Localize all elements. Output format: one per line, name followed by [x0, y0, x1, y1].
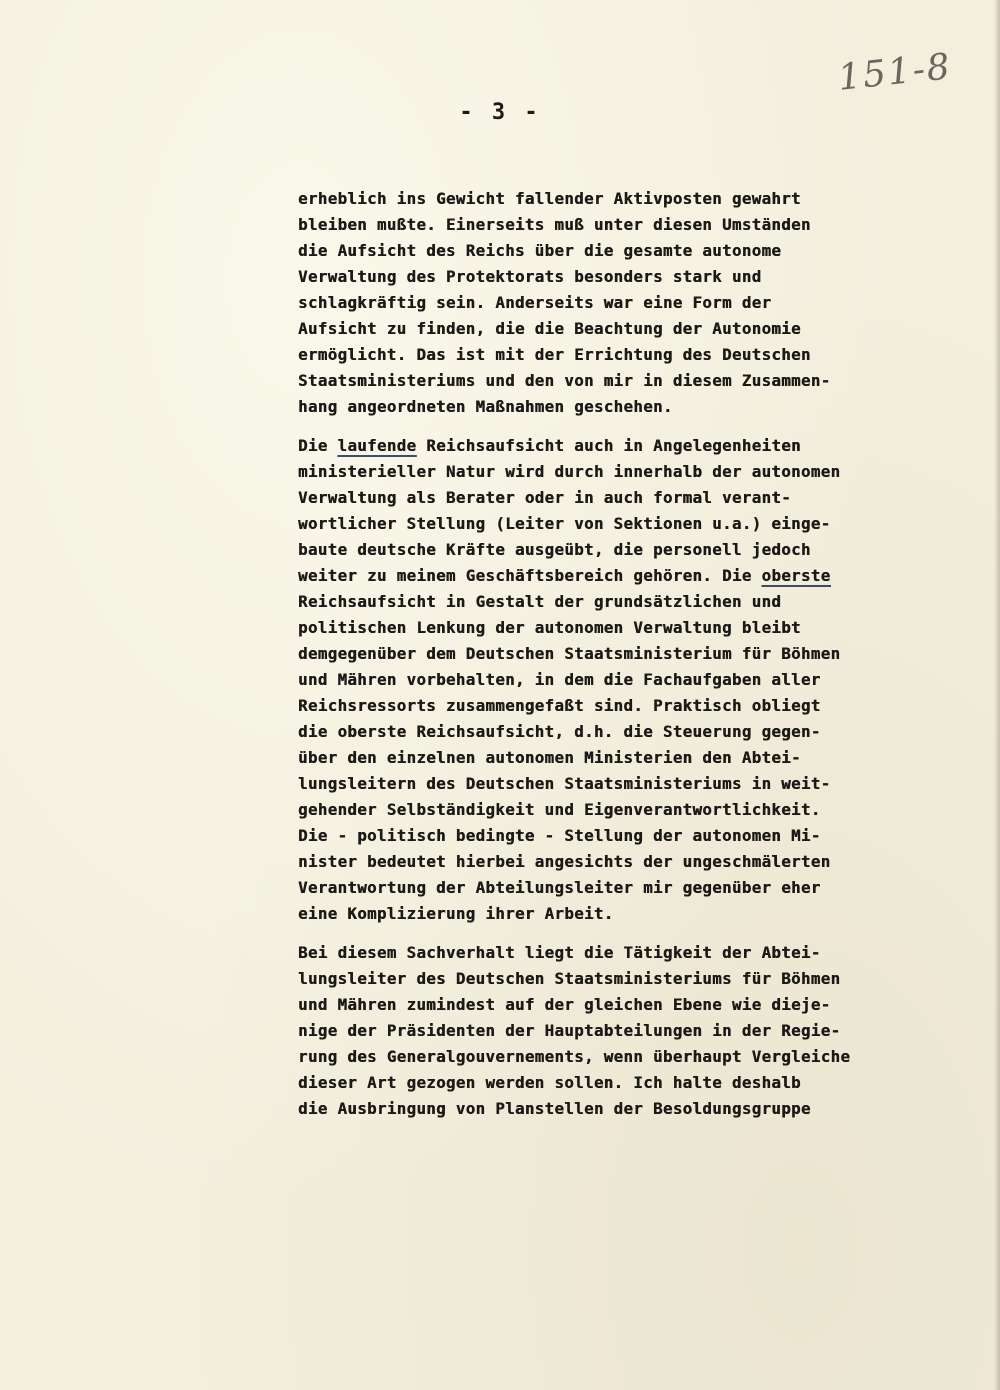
text-line [298, 264, 968, 290]
text-line [298, 719, 968, 745]
page-number: - 3 - [459, 100, 541, 125]
text-line [298, 992, 968, 1018]
text-segment: die Aufsicht des Reichs über die gesamte autonome [298, 241, 782, 260]
text-line [298, 1096, 968, 1122]
text-segment: nister bedeutet hierbei angesichts der ungeschmälerten [298, 852, 831, 871]
text-line [298, 485, 968, 511]
underlined-word: oberste [761, 566, 831, 585]
text-line [298, 940, 968, 966]
text-line [298, 823, 968, 849]
text-line [298, 1044, 968, 1070]
text-segment: lungsleiter des Deutschen Staatsministeriums für Böhmen [298, 969, 841, 988]
text-line [298, 511, 968, 537]
text-segment: demgegenüber dem Deutschen Staatsministerium für Böhmen [298, 644, 841, 663]
text-segment: gehender Selbständigkeit und Eigenverantwortlichkeit. [298, 800, 821, 819]
text-line [298, 589, 968, 615]
paragraph [298, 186, 968, 420]
text-segment: Reichsaufsicht auch in Angelegenheiten [416, 436, 801, 455]
text-segment: Staatsministeriums und den von mir in diesem Zusammen- [298, 371, 831, 390]
text-line [298, 368, 968, 394]
text-segment: die oberste Reichsaufsicht, d.h. die Steuerung gegen- [298, 722, 821, 741]
text-line [298, 459, 968, 485]
text-segment: Verwaltung des Protektorats besonders stark und [298, 267, 762, 286]
text-segment: und Mähren zumindest auf der gleichen Ebene wie dieje- [298, 995, 831, 1014]
text-segment: nige der Präsidenten der Hauptabteilungen in der Regie- [298, 1021, 841, 1040]
text-segment: lungsleitern des Deutschen Staatsministeriums in weit- [298, 774, 831, 793]
handwritten-archive-number: 151-8 [836, 46, 954, 99]
text-segment: weiter zu meinem Geschäftsbereich gehören. Die [298, 566, 762, 585]
text-segment: erheblich ins Gewicht fallender Aktivposten gewahrt [298, 189, 801, 208]
text-line [298, 901, 968, 927]
text-line [298, 537, 968, 563]
paragraph [298, 940, 968, 1122]
text-line [298, 394, 968, 420]
text-segment: Bei diesem Sachverhalt liegt die Tätigkeit der Abtei- [298, 943, 821, 962]
text-segment: Reichsressorts zusammengefaßt sind. Praktisch obliegt [298, 696, 821, 715]
typewritten-body [298, 186, 968, 1135]
text-line [298, 797, 968, 823]
text-segment: ermöglicht. Das ist mit der Errichtung des Deutschen [298, 345, 811, 364]
text-segment: Die [298, 436, 338, 455]
text-segment: Die - politisch bedingte - Stellung der autonomen Mi- [298, 826, 821, 845]
underlined-word: laufende [337, 436, 417, 455]
page-edge-shadow [994, 0, 1000, 1390]
paragraph [298, 433, 968, 927]
text-segment: Aufsicht zu finden, die die Beachtung der Autonomie [298, 319, 801, 338]
text-segment: rung des Generalgouvernements, wenn überhaupt Vergleiche [298, 1047, 851, 1066]
text-line [298, 966, 968, 992]
text-segment: und Mähren vorbehalten, in dem die Fachaufgaben aller [298, 670, 821, 689]
text-segment: Verantwortung der Abteilungsleiter mir gegenüber eher [298, 878, 821, 897]
text-segment: Verwaltung als Berater oder in auch formal verant- [298, 488, 792, 507]
text-line [298, 771, 968, 797]
text-line [298, 433, 968, 459]
text-segment: Reichsaufsicht in Gestalt der grundsätzlichen und [298, 592, 782, 611]
text-segment: schlagkräftig sein. Anderseits war eine Form der [298, 293, 772, 312]
text-segment: politischen Lenkung der autonomen Verwaltung bleibt [298, 618, 801, 637]
text-line [298, 693, 968, 719]
text-line [298, 615, 968, 641]
text-line [298, 238, 968, 264]
text-segment: wortlicher Stellung (Leiter von Sektionen u.a.) einge- [298, 514, 831, 533]
text-line [298, 641, 968, 667]
text-segment: bleiben mußte. Einerseits muß unter diesen Umständen [298, 215, 811, 234]
text-line [298, 290, 968, 316]
text-segment: ministerieller Natur wird durch innerhalb der autonomen [298, 462, 841, 481]
text-line [298, 875, 968, 901]
text-segment: baute deutsche Kräfte ausgeübt, die personell jedoch [298, 540, 811, 559]
text-line [298, 1018, 968, 1044]
text-segment: die Ausbringung von Planstellen der Besoldungsgruppe [298, 1099, 811, 1118]
text-line [298, 186, 968, 212]
text-line [298, 212, 968, 238]
text-segment: hang angeordneten Maßnahmen geschehen. [298, 397, 673, 416]
text-segment: dieser Art gezogen werden sollen. Ich halte deshalb [298, 1073, 801, 1092]
text-line [298, 563, 968, 589]
text-line [298, 342, 968, 368]
text-line [298, 1070, 968, 1096]
text-line [298, 316, 968, 342]
text-line [298, 745, 968, 771]
text-line [298, 849, 968, 875]
text-segment: über den einzelnen autonomen Ministerien den Abtei- [298, 748, 801, 767]
text-segment: eine Komplizierung ihrer Arbeit. [298, 904, 614, 923]
text-line [298, 667, 968, 693]
